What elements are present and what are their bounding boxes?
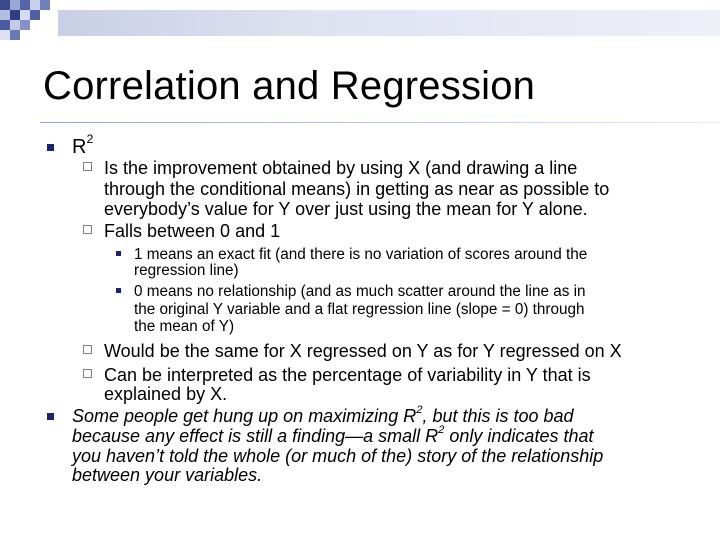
symmetry-statement: Would be the same for X regressed on Y as for Y regressed on X (104, 341, 622, 361)
slide-title: Correlation and Regression (43, 64, 536, 108)
falls-between: Falls between 0 and 1 (104, 221, 281, 241)
no-relationship-line-1: 0 means no relationship (and as much scatter around the line as in (134, 283, 586, 300)
interpretation-line-1: Can be interpreted as the percentage of variability in Y that is (104, 365, 591, 385)
exact-fit-line-2: regression line) (134, 262, 239, 279)
square-bullet-icon (47, 413, 54, 420)
hollow-square-bullet-icon (83, 369, 92, 378)
improvement-line-1: Is the improvement obtained by using X (and drawing a line (104, 158, 578, 178)
interpretation-line-2: explained by X. (104, 384, 228, 404)
caveat-line-1: Some people get hung up on maximizing $R^2$, but this is too bad (72, 404, 574, 426)
exact-fit-line-1: 1 means an exact fit (and there is no variation of scores around the (134, 246, 588, 263)
caveat-line-4: between your variables. (72, 465, 263, 485)
title-divider (40, 122, 720, 123)
caveat-line-3: you haven’t told the whole (or much of the) story of the relationship (72, 446, 604, 466)
bullet-r-squared: $R^2$ (72, 132, 94, 158)
no-relationship-line-2: the original Y variable and a flat regression line (slope = 0) through (134, 301, 585, 318)
caveat-line-2: because any effect is still a finding—a small $R^2$ only indicates that (72, 424, 594, 446)
corner-checker-decoration (0, 0, 60, 40)
small-square-bullet-icon (116, 288, 121, 293)
improvement-line-2: through the conditional means) in getting as near as possible to (104, 179, 610, 199)
hollow-square-bullet-icon (83, 345, 92, 354)
small-square-bullet-icon (116, 251, 121, 256)
no-relationship-line-3: the mean of Y) (134, 318, 235, 335)
hollow-square-bullet-icon (83, 225, 92, 234)
improvement-line-3: everybody’s value for Y over just using the mean for Y alone. (104, 199, 588, 219)
hollow-square-bullet-icon (83, 162, 92, 171)
square-bullet-icon (47, 144, 54, 151)
header-band-decoration (58, 10, 720, 36)
